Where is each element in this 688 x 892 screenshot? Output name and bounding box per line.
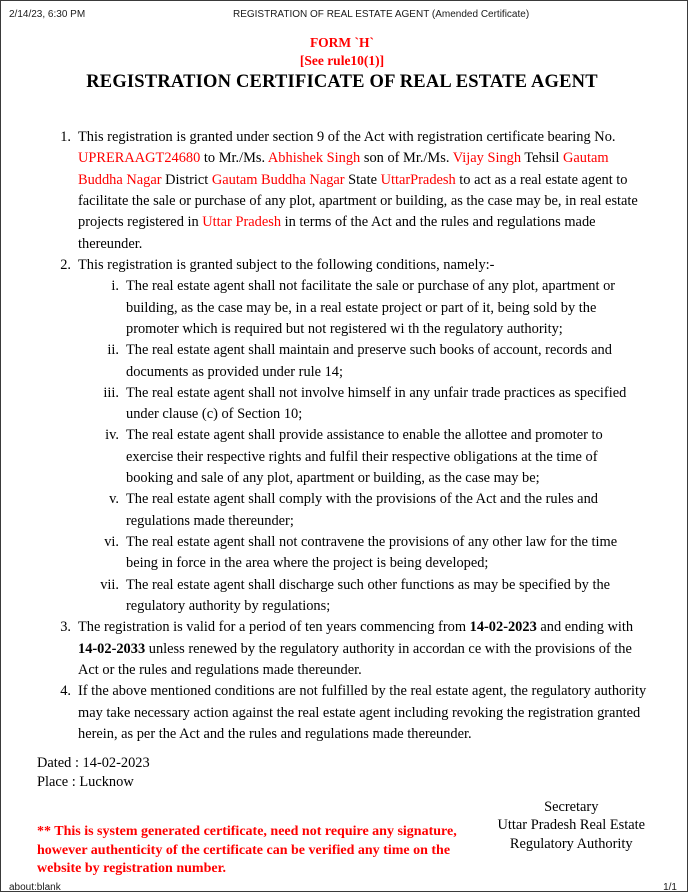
list-item-4 [45,681,647,745]
registration-list [45,127,647,745]
condition-list [78,276,647,617]
condition-item-iv [78,425,647,489]
place-line: Place : Lucknow [37,773,134,790]
condition-ii-marker: ii. [107,342,119,359]
condition-item-v [78,489,647,532]
text-segment-red: Gautam Buddha Nagar [211,171,345,188]
list-item-1-marker: 1. [60,129,71,146]
text-segment-red: UttarPradesh [380,171,456,188]
condition-iv-marker: iv. [105,427,119,444]
condition-item-vi [78,532,647,575]
condition-v-text: The real estate agent shall comply with the provisions of the Act and the rules and regulations made thereunder; [126,491,598,529]
condition-item-vii [78,575,647,618]
print-footer-url: about:blank [9,882,61,892]
list-item-2-body [78,255,647,617]
dated-place-block [37,754,647,791]
rule-heading: [See rule10(1)] [299,52,385,68]
text-segment-normal: to act as a real estate agent to facilitate the sale or purchase of any plot, apartment or building, as the case may be, in real estate projects registered in [78,171,638,231]
certificate-title: REGISTRATION CERTIFICATE OF REAL ESTATE AGENT [86,72,598,93]
list-item-3-text [78,617,647,681]
condition-item-ii [78,340,647,383]
list-item-4-text: If the above mentioned conditions are not fulfilled by the real estate agent, the regulatory authority may take necessary action against the real estate agent including revoking the registration granted herein, as per the Act and the rules and regulations made thereunder. [78,683,647,742]
signature-block [498,798,645,853]
condition-v-marker: v. [109,491,119,508]
print-header-datetime: 2/14/23, 6:30 PM [9,9,86,20]
form-heading: FORM `H` [309,35,375,50]
text-segment-red: Vijay Singh [452,150,522,167]
list-item-3-marker: 3. [60,619,71,636]
condition-vi-text: The real estate agent shall not contravene the provisions of any other law for the time being in force in the area where the project is being developed; [126,534,618,572]
print-header [1,1,687,20]
text-segment-normal: District [161,171,212,188]
list-item-1 [45,127,647,255]
signature-line-2: Uttar Pradesh Real Estate [497,817,645,834]
print-header-title: REGISTRATION OF REAL ESTATE AGENT (Amended Certificate) [232,9,530,20]
list-item-2-text: This registration is granted subject to the following conditions, namely:- [78,256,495,273]
notice-text: ** This is system generated certificate, need not require any signature, however authenticity of the certificate can be verified any time on the website by registration number. [37,824,457,876]
text-segment-red: Abhishek Singh [267,150,361,167]
text-segment-bold: 14-02-2033 [78,640,146,657]
condition-vii-text: The real estate agent shall discharge such other functions as may be specified by the regulatory authority by regulations; [126,576,611,614]
condition-iv-text: The real estate agent shall provide assistance to enable the allottee and promoter to exercise their respective rights and fulfil their respective obligations at the time of booking and sale of any plot, apartment or building, as the case may be; [126,427,603,487]
text-segment-normal: son of Mr./Ms. [360,150,453,167]
condition-iii-text: The real estate agent shall not involve himself in any unfair trade practices as specified under clause (c) of Section 10; [126,384,627,423]
condition-vi-marker: vi. [104,534,119,551]
condition-ii-text: The real estate agent shall maintain and preserve such books of account, records and documents as provided under rule 14; [126,342,612,380]
signature-line-3: Regulatory Authority [509,835,633,852]
text-segment-bold: 14-02-2023 [469,619,537,636]
list-item-4-marker: 4. [60,683,71,700]
condition-i-marker: i. [111,278,119,295]
certificate-document [1,20,687,878]
list-item-2 [45,255,647,617]
condition-item-i [78,276,647,340]
text-segment-red: UPRERAAGT24680 [78,150,201,167]
list-item-1-text [78,127,647,255]
dated-line: Dated : 14-02-2023 [37,755,150,772]
signature-notice-row [37,791,647,878]
text-segment-normal: The registration is valid for a period of ten years commencing from [78,619,470,636]
text-segment-normal: Tehsil [521,150,563,167]
list-item-2-marker: 2. [60,256,71,273]
text-segment-red: Gautam Buddha Nagar [78,150,609,188]
signature-line-1: Secretary [544,799,599,816]
condition-i-text: The real estate agent shall not facilitate the sale or purchase of any plot, apartment or building, as the case may be, in a real estate project or part of it, being sold by the promoter which is required but not registered wi th the regulatory authority; [126,278,616,337]
condition-vii-marker: vii. [100,576,119,593]
closing-section [37,754,647,878]
text-segment-normal: unless renewed by the regulatory authority in accordan ce with the provisions of the Act or the rules and regulations made thereunder. [78,640,632,678]
print-footer-page: 1/1 [663,882,677,892]
text-segment-normal: in terms of the Act and the rules and regulations made thereunder. [78,214,596,252]
condition-iii-marker: iii. [103,384,119,401]
print-footer [1,878,687,892]
text-segment-normal: to Mr./Ms. [200,150,268,167]
list-item-3 [45,617,647,681]
text-segment-normal: This registration is granted under section 9 of the Act with registration certificate bearing No. [78,129,616,146]
text-segment-red: Uttar Pradesh [202,214,282,231]
condition-item-iii [78,383,647,426]
text-segment-normal: State [344,171,381,188]
text-segment-normal: and ending with [536,619,634,636]
